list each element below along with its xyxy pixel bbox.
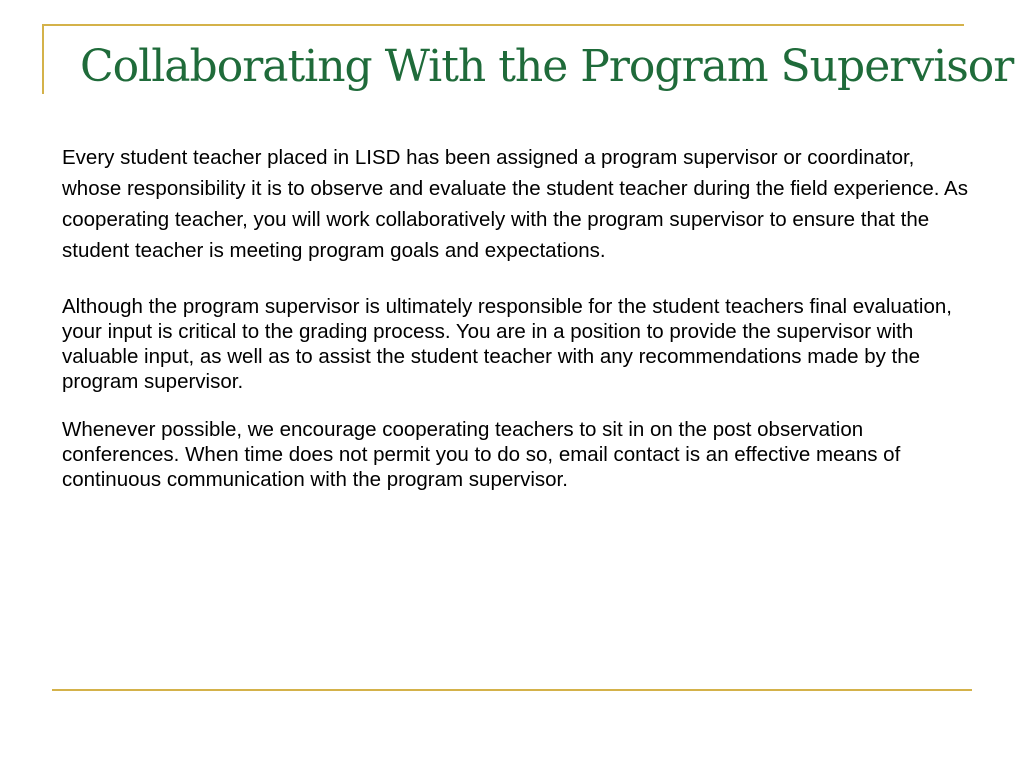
top-rule <box>42 24 964 26</box>
slide-title: Collaborating With the Program Supervisor <box>80 41 1014 92</box>
left-rule <box>42 24 44 94</box>
paragraph-supervisor-assignment: Every student teacher placed in LISD has been assigned a program supervisor or coordinator, whose responsibility it is to observe and evaluate the student teacher during the field experience. As cooperating teacher, you will work collaboratively with the program supervisor to ensure that the student teacher is meeting program goals and expectations. <box>62 146 968 262</box>
slide-body <box>62 142 972 492</box>
bottom-rule <box>52 689 972 691</box>
paragraph-evaluation-input: Although the program supervisor is ultimately responsible for the student teachers final evaluation, your input is critical to the grading process. You are in a position to provide the supervisor with valuable input, as well as to assist the student teacher with any recommendations made by the program supervisor. <box>62 295 952 393</box>
paragraph-post-observation: Whenever possible, we encourage cooperating teachers to sit in on the post observation conferences. When time does not permit you to do so, email contact is an effective means of continuous communication with the program supervisor. <box>62 418 901 491</box>
